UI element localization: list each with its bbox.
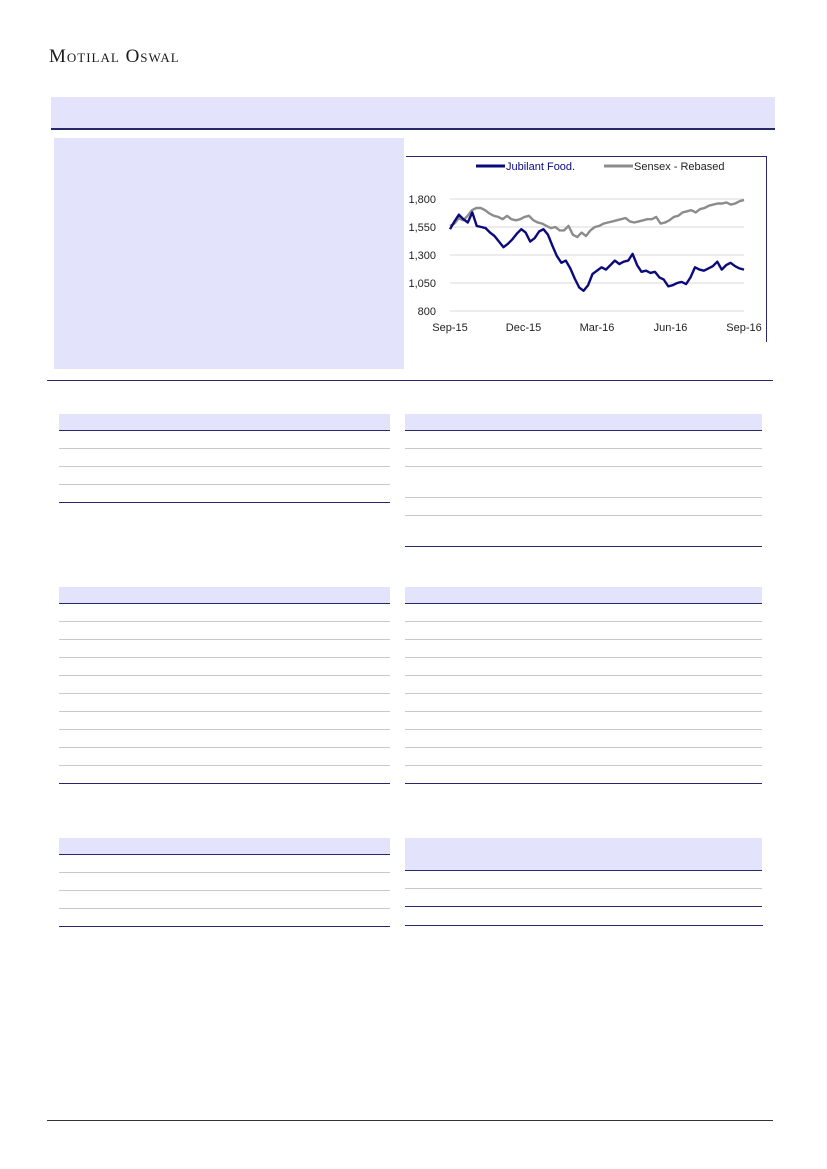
series-line xyxy=(450,212,744,290)
series-line xyxy=(450,200,744,237)
table-row xyxy=(59,748,390,766)
table-row xyxy=(59,712,390,730)
table-row xyxy=(59,604,390,622)
table-left-3 xyxy=(59,838,390,927)
table-row xyxy=(405,766,762,784)
table-row xyxy=(405,748,762,766)
table-header xyxy=(405,414,762,431)
table-header xyxy=(59,414,390,431)
chart-svg xyxy=(406,156,767,342)
table-row xyxy=(59,766,390,784)
table-row xyxy=(405,640,762,658)
table-header xyxy=(59,587,390,604)
table-row xyxy=(405,712,762,730)
legend-label: Jubilant Food. xyxy=(506,161,576,173)
report-title-band xyxy=(51,97,775,130)
table-row xyxy=(59,640,390,658)
x-tick-label: Dec-15 xyxy=(505,322,542,334)
y-tick-label: 1,800 xyxy=(408,194,436,206)
table-row xyxy=(59,485,390,503)
table-row xyxy=(405,694,762,712)
table-left-1 xyxy=(59,414,390,503)
table-right-2 xyxy=(405,587,762,784)
table-row xyxy=(59,730,390,748)
table-row xyxy=(59,431,390,449)
table-row xyxy=(405,658,762,676)
table-row xyxy=(405,622,762,640)
x-tick-label: Sep-15 xyxy=(432,322,468,334)
table-right-3-base xyxy=(405,925,763,926)
table-row xyxy=(59,676,390,694)
brand-logo: Motilal Oswal xyxy=(49,46,180,67)
y-tick-label: 1,050 xyxy=(408,278,436,290)
x-tick-label: Jun-16 xyxy=(653,322,688,334)
table-row xyxy=(405,730,762,748)
table-row xyxy=(59,694,390,712)
table-row xyxy=(59,855,390,873)
table-header xyxy=(405,838,762,871)
y-tick-label: 800 xyxy=(417,306,436,318)
table-right-1 xyxy=(405,414,762,547)
section-divider xyxy=(47,380,773,381)
y-tick-label: 1,300 xyxy=(408,250,436,262)
table-row xyxy=(59,449,390,467)
table-row xyxy=(59,873,390,891)
table-row xyxy=(59,467,390,485)
table-row xyxy=(59,622,390,640)
table-row xyxy=(405,431,762,449)
legend-label: Sensex - Rebased xyxy=(634,161,725,173)
x-tick-label: Mar-16 xyxy=(579,322,615,334)
table-row xyxy=(405,467,762,498)
summary-box xyxy=(54,138,404,369)
table-row xyxy=(59,909,390,927)
table-row xyxy=(405,676,762,694)
table-header xyxy=(59,838,390,855)
price-chart xyxy=(406,156,767,342)
table-right-3 xyxy=(405,838,762,907)
table-left-2 xyxy=(59,587,390,784)
table-row xyxy=(405,604,762,622)
table-row xyxy=(59,658,390,676)
table-row xyxy=(59,891,390,909)
table-row xyxy=(405,871,762,889)
table-row xyxy=(405,889,762,907)
x-tick-label: Sep-16 xyxy=(726,322,762,334)
table-header xyxy=(405,587,762,604)
table-row xyxy=(405,516,762,547)
y-tick-label: 1,550 xyxy=(408,222,436,234)
table-row xyxy=(405,498,762,516)
table-row xyxy=(405,449,762,467)
footer-rule xyxy=(47,1120,773,1121)
